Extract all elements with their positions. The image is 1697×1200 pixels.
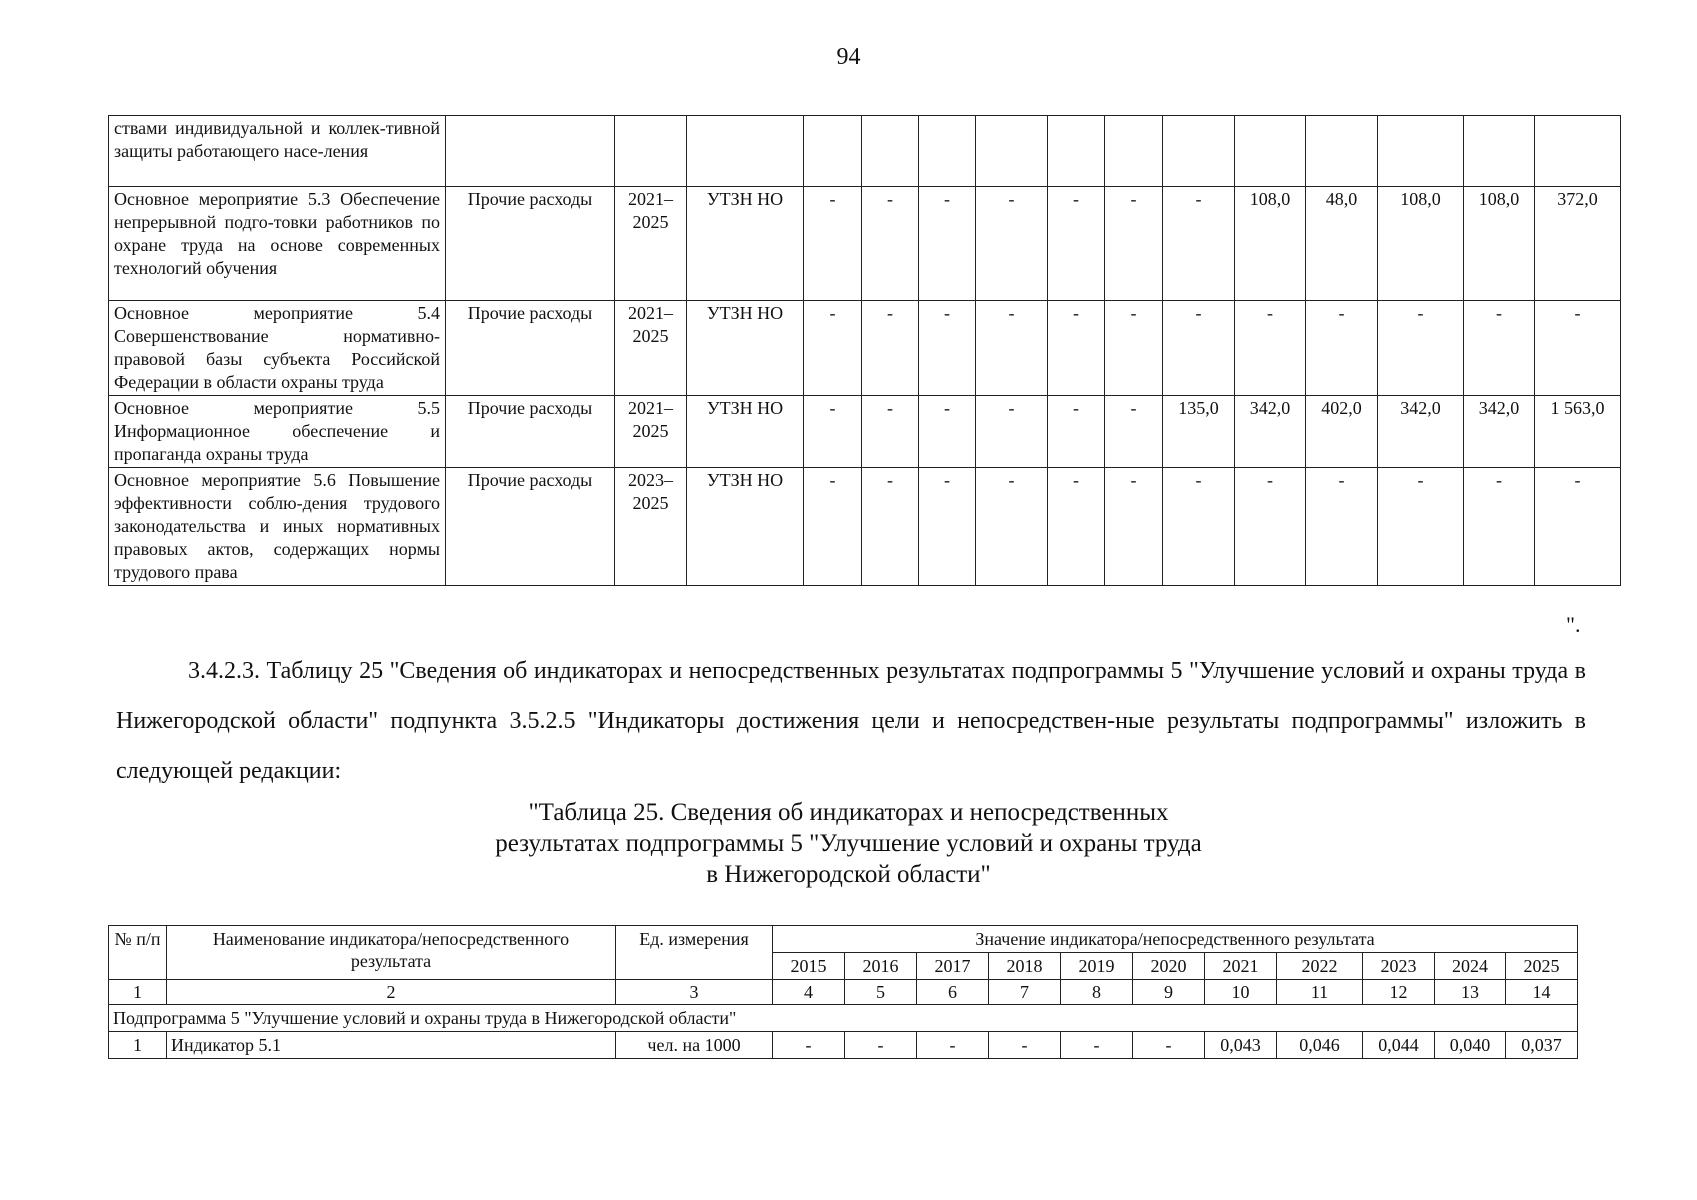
value-cell [1378,116,1464,187]
column-number: 7 [989,980,1061,1005]
expense-type: Прочие расходы [446,468,615,586]
year-header: 2022 [1277,953,1363,980]
indicator-value: - [773,1032,845,1059]
caption-line-3: в Нижегородской области" [706,861,991,888]
value-cell: - [976,187,1048,301]
value-cell: - [804,468,862,586]
value-cell: - [1235,301,1306,396]
value-cell [919,116,976,187]
caption-line-1: "Таблица 25. Сведения об индикаторах и непосредственных [528,799,1169,826]
value-cell: 372,0 [1535,187,1621,301]
value-cell: - [1464,468,1535,586]
indicator-value: - [1061,1032,1133,1059]
value-cell: 108,0 [1378,187,1464,301]
value-cell: - [919,468,976,586]
value-cell: - [1105,301,1163,396]
column-number: 5 [845,980,917,1005]
value-cell: - [1163,301,1235,396]
period: 2021– 2025 [615,396,687,468]
activity-row [109,396,1621,468]
value-cell: - [1235,468,1306,586]
column-number: 14 [1506,980,1578,1005]
value-cell: - [976,468,1048,586]
value-cell: - [1535,468,1621,586]
value-cell: 48,0 [1306,187,1378,301]
value-cell: 1 563,0 [1535,396,1621,468]
column-number: 10 [1205,980,1277,1005]
indicator-value: 0,040 [1435,1032,1506,1059]
executor: УТЗН НО [687,396,804,468]
value-cell [1105,116,1163,187]
value-cell: - [1048,468,1105,586]
column-number: 1 [109,980,167,1005]
column-number: 3 [616,980,773,1005]
indicator-value: 0,037 [1506,1032,1578,1059]
year-header: 2020 [1133,953,1205,980]
value-cell: - [804,301,862,396]
year-header: 2019 [1061,953,1133,980]
value-cell: - [862,187,919,301]
period: 2021– 2025 [615,301,687,396]
value-cell: - [1048,396,1105,468]
value-cell: - [1105,468,1163,586]
column-number: 9 [1133,980,1205,1005]
indicator-name: Индикатор 5.1 [167,1032,616,1059]
period: 2023– 2025 [615,468,687,586]
indicator-unit: чел. на 1000 [616,1032,773,1059]
column-number: 4 [773,980,845,1005]
value-cell: 342,0 [1235,396,1306,468]
value-cell: - [976,396,1048,468]
column-number: 8 [1061,980,1133,1005]
year-header: 2016 [845,953,917,980]
value-cell: 342,0 [1378,396,1464,468]
indicator-value: 0,044 [1363,1032,1435,1059]
value-cell: - [1306,301,1378,396]
executor: УТЗН НО [687,468,804,586]
column-number: 11 [1277,980,1363,1005]
indicator-value: - [1133,1032,1205,1059]
value-cell: - [919,187,976,301]
header-unit: Ед. измерения [616,926,773,980]
indicator-row [109,1032,1578,1059]
activity-name: Основное мероприятие 5.6 Повышение эффективности соблю-дения трудового законодательства и иных нормативных правовых актов, содержащих нормы трудового права [109,468,446,586]
year-header: 2021 [1205,953,1277,980]
amendment-paragraph [116,646,1586,796]
indicator-value: 0,046 [1277,1032,1363,1059]
value-cell: - [1535,301,1621,396]
column-numbers-row [109,980,1578,1005]
indicator-value: - [845,1032,917,1059]
activity-row [109,116,1621,187]
value-cell: - [976,301,1048,396]
activity-row [109,187,1621,301]
column-number: 13 [1435,980,1506,1005]
value-cell: - [1306,468,1378,586]
value-cell: - [1163,468,1235,586]
value-cell: - [862,468,919,586]
activity-name: Основное мероприятие 5.4 Совершенствование нормативно-правовой базы субъекта Российской Федерации в области охраны труда [109,301,446,396]
expense-type: Прочие расходы [446,301,615,396]
activity-name: Основное мероприятие 5.5 Информационное обеспечение и пропаганда охраны труда [109,396,446,468]
activity-name: ствами индивидуальной и коллек-тивной защиты работающего насе-ления [109,116,446,187]
value-cell: - [862,396,919,468]
executor: УТЗН НО [687,301,804,396]
value-cell: - [1464,301,1535,396]
value-cell: - [862,301,919,396]
year-header: 2023 [1363,953,1435,980]
indicator-value: 0,043 [1205,1032,1277,1059]
period: 2021– 2025 [615,187,687,301]
value-cell: - [1378,468,1464,586]
subprogram-row [109,1005,1578,1032]
year-header: 2018 [989,953,1061,980]
value-cell: 135,0 [1163,396,1235,468]
subprogram-title: Подпрограмма 5 "Улучшение условий и охраны труда в Нижегородской области" [109,1005,1578,1032]
value-cell: - [804,396,862,468]
header-num: № п/п [109,926,167,980]
value-cell [804,116,862,187]
table-caption [0,797,1697,890]
page-number: 94 [836,44,861,70]
value-cell: - [1048,301,1105,396]
value-cell [1163,116,1235,187]
paragraph-text: 3.4.2.3. Таблицу 25 "Сведения об индикаторах и непосредственных результатах подпрограммы 5 "Улучшение условий и охраны труда в Нижегородской области" подпункта 3.5.2.5 "Индикаторы достижения цели и непосредствен-ные результаты подпрограммы" изложить в следующей редакции: [116,658,1586,784]
value-cell [1235,116,1306,187]
executor [687,116,804,187]
column-number: 6 [917,980,989,1005]
value-cell: - [919,396,976,468]
header-name: Наименование индикатора/непосредственного результата [167,926,616,980]
value-cell [1535,116,1621,187]
year-header: 2024 [1435,953,1506,980]
year-header: 2017 [917,953,989,980]
value-cell: - [1105,187,1163,301]
closing-quote: ". [1566,612,1581,637]
activity-row [109,468,1621,586]
column-number: 2 [167,980,616,1005]
value-cell: - [1105,396,1163,468]
indicator-value: - [917,1032,989,1059]
executor: УТЗН НО [687,187,804,301]
period [615,116,687,187]
column-number: 12 [1363,980,1435,1005]
value-cell: 108,0 [1235,187,1306,301]
value-cell: 342,0 [1464,396,1535,468]
expense-type: Прочие расходы [446,187,615,301]
value-cell [1048,116,1105,187]
header-values-group: Значение индикатора/непосредственного результата [773,926,1578,953]
header-row [109,926,1578,953]
expense-type: Прочие расходы [446,396,615,468]
year-header: 2015 [773,953,845,980]
value-cell [862,116,919,187]
value-cell: 108,0 [1464,187,1535,301]
value-cell [1306,116,1378,187]
value-cell [1464,116,1535,187]
value-cell: - [919,301,976,396]
value-cell: - [1163,187,1235,301]
value-cell: - [804,187,862,301]
indicator-value: - [989,1032,1061,1059]
indicator-num: 1 [109,1032,167,1059]
value-cell: - [1378,301,1464,396]
activities-table-continued [108,115,1621,586]
activity-name: Основное мероприятие 5.3 Обеспечение непрерывной подго-товки работников по охране труда на основе современных технологий обучения [109,187,446,301]
activity-row [109,301,1621,396]
value-cell: 402,0 [1306,396,1378,468]
expense-type [446,116,615,187]
year-header: 2025 [1506,953,1578,980]
value-cell [976,116,1048,187]
value-cell: - [1048,187,1105,301]
caption-line-2: результатах подпрограммы 5 "Улучшение условий и охраны труда [495,830,1202,857]
indicators-table [108,925,1578,1059]
